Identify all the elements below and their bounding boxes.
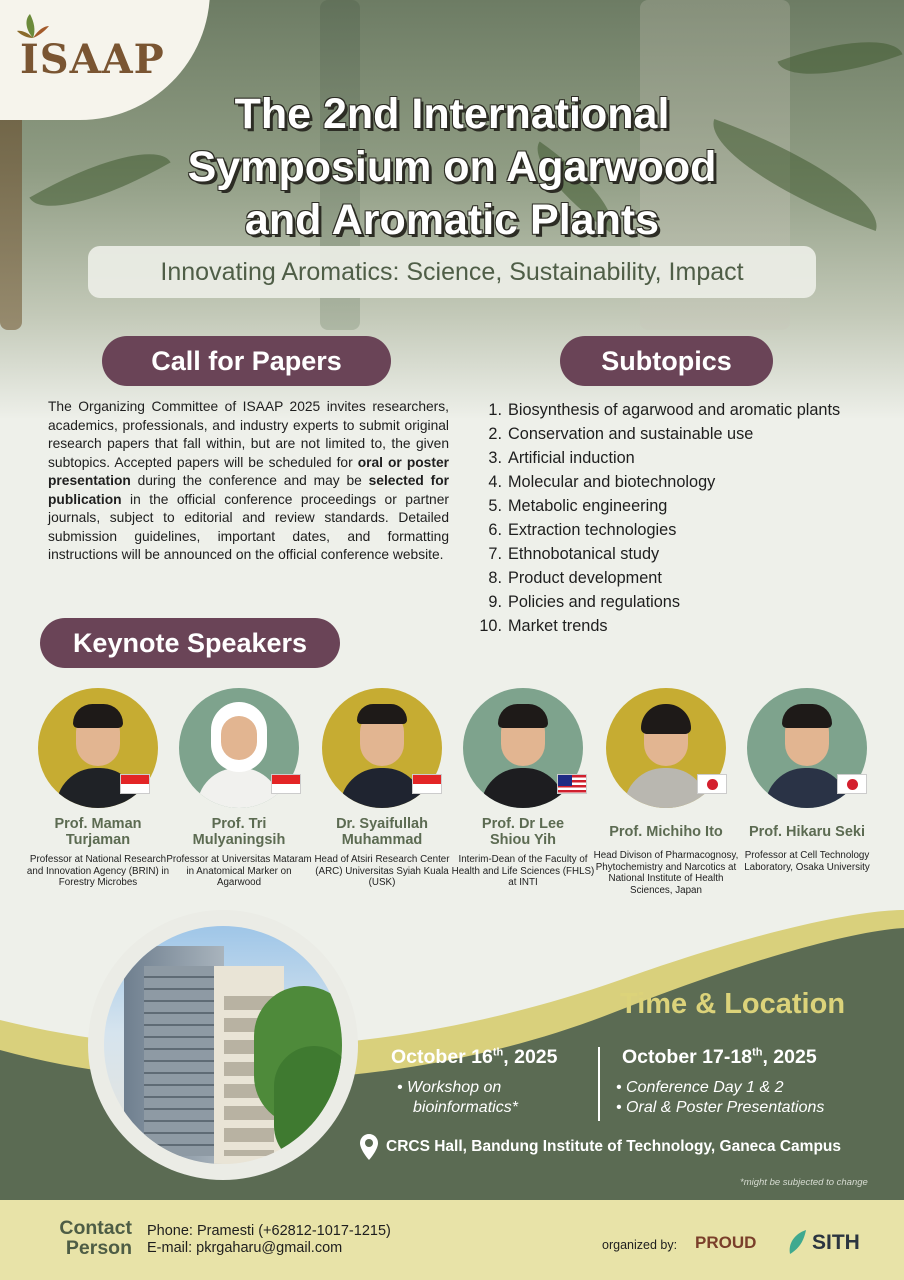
keynote-speakers-heading: Keynote Speakers	[40, 618, 340, 668]
contact-email: E-mail: pkrgaharu@gmail.com	[147, 1240, 343, 1256]
speaker-affiliation: Head of Atsiri Research Center (ARC) Universitas Syiah Kuala (USK)	[314, 854, 450, 888]
conference-date: October 17-18th, 2025	[622, 1046, 817, 1068]
footer	[0, 1200, 904, 1280]
contact-phone: Phone: Pramesti (+62812-1017-1215)	[147, 1223, 391, 1239]
list-item: 5. Metabolic engineering	[488, 497, 668, 515]
contact-info	[147, 1223, 391, 1257]
location-pin-icon	[360, 1134, 378, 1160]
speaker-name: Dr. Syaifullah Muhammad	[336, 816, 428, 848]
speaker-name: Prof. Hikaru Seki	[748, 824, 866, 840]
venue-photo	[104, 926, 342, 1164]
speaker-affiliation: Head Divison of Pharmacognosy, Phytochemistry and Narcotics at National Institute of Health Sciences, Japan	[593, 850, 739, 896]
list-item: 6. Extraction technologies	[488, 521, 677, 539]
speaker-card	[307, 688, 457, 889]
speaker-name: Prof. Dr Lee Shiou Yih	[481, 816, 565, 848]
change-note: *might be subjected to change	[740, 1177, 868, 1188]
indonesia-flag-icon	[120, 774, 150, 794]
speaker-name: Prof. Tri Mulyaningsih	[192, 816, 286, 848]
sith-logo: SITH	[812, 1231, 860, 1254]
list-item: 4. Molecular and biotechnology	[488, 473, 716, 491]
list-item: 9. Policies and regulations	[488, 593, 680, 611]
speaker-affiliation: Professor at Cell Technology Laboratory, Osaka University	[744, 850, 870, 873]
speaker-affiliation: Professor at National Research and Innovation Agency (BRIN) in Forestry Microbes	[26, 854, 170, 888]
workshop-date: October 16th, 2025	[391, 1046, 558, 1068]
proud-logo: PROUD	[695, 1233, 757, 1252]
speaker-name: Prof. Michiho Ito	[609, 824, 723, 840]
subtopics-heading: Subtopics	[560, 336, 773, 386]
call-for-papers-heading: Call for Papers	[102, 336, 391, 386]
conference-details: • Conference Day 1 & 2 • Oral & Poster Presentations	[616, 1079, 825, 1116]
speaker-affiliation: Interim-Dean of the Faculty of Health and Life Sciences (FHLS) at INTI	[451, 854, 595, 888]
subtopics-list	[474, 398, 894, 638]
sith-leaf-icon	[786, 1228, 810, 1256]
indonesia-flag-icon	[271, 774, 301, 794]
speaker-card	[732, 688, 882, 873]
venue-address: CRCS Hall, Bandung Institute of Technology, Ganeca Campus	[386, 1138, 841, 1155]
tagline: Innovating Aromatics: Science, Sustainability, Impact	[88, 246, 816, 298]
speaker-affiliation: Professor at Universitas Mataram in Anatomical Marker on Agarwood	[166, 854, 312, 888]
list-item: 2. Conservation and sustainable use	[488, 425, 754, 443]
call-for-papers-body: The Organizing Committee of ISAAP 2025 invites researchers, academics, professionals, and industry experts to submit original research papers that fall within, but are not limited to, the given subtopics. Accepted papers will be scheduled for oral or poster presentation during the conference and may be selected for publication in the official conference proceedings or partner journals, subject to editorial and review standards. Detailed submission guidelines, important dates, and formatting instructions will be announced on the official conference website.	[48, 399, 450, 562]
malaysia-flag-icon	[557, 774, 587, 794]
japan-flag-icon	[697, 774, 727, 794]
list-item: 8. Product development	[488, 569, 662, 587]
logo-wordmark: ISAAP	[20, 36, 165, 83]
speaker-card	[448, 688, 598, 889]
speaker-card	[591, 688, 741, 896]
time-location-heading: Time & Location	[620, 988, 846, 1020]
speaker-card	[164, 688, 314, 889]
list-item: 7. Ethnobotanical study	[488, 545, 660, 563]
speaker-name: Prof. Maman Turjaman	[54, 816, 142, 848]
japan-flag-icon	[837, 774, 867, 794]
list-item: 3. Artificial induction	[488, 449, 635, 467]
list-item: 10. Market trends	[479, 617, 608, 635]
indonesia-flag-icon	[412, 774, 442, 794]
organized-by-label: organized by:	[602, 1238, 678, 1252]
date-divider	[598, 1047, 600, 1121]
speaker-card	[23, 688, 173, 889]
event-title: The 2nd International Symposium on Agarwood and Aromatic Plants	[187, 90, 717, 244]
contact-person-label: Contact Person	[59, 1217, 132, 1259]
list-item: 1. Biosynthesis of agarwood and aromatic plants	[488, 401, 841, 419]
workshop-details: • Workshop on bioinformatics*	[397, 1079, 518, 1116]
